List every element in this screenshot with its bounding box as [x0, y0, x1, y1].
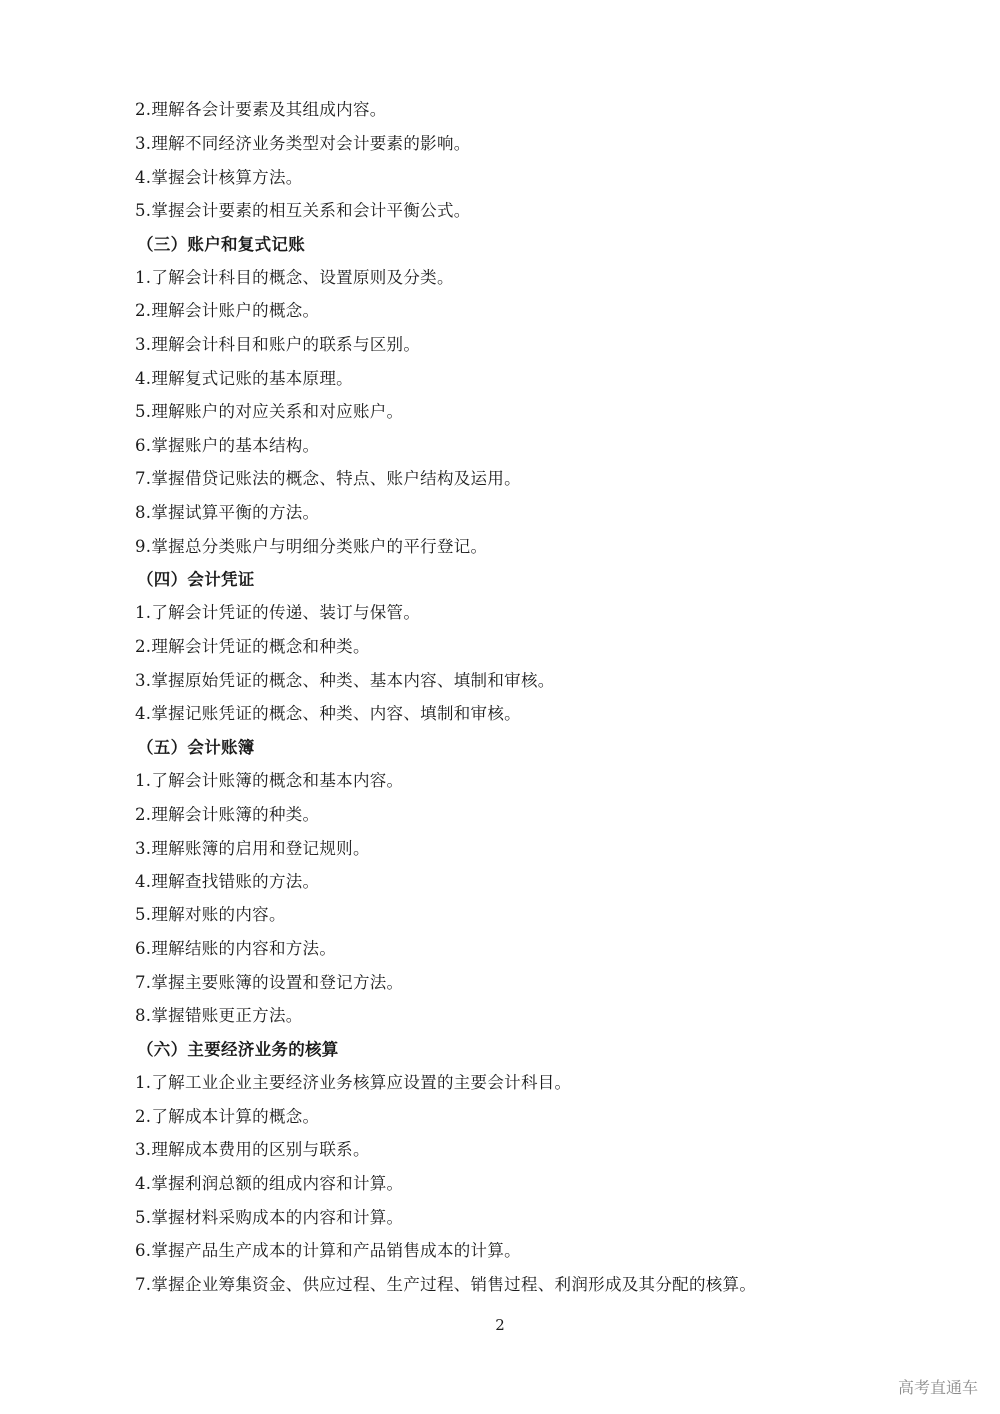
list-item: 3.掌握原始凭证的概念、种类、基本内容、填制和审核。	[135, 671, 555, 690]
list-item: 6.掌握账户的基本结构。	[135, 436, 320, 455]
list-item: 2.理解各会计要素及其组成内容。	[135, 100, 387, 119]
list-item: 9.掌握总分类账户与明细分类账户的平行登记。	[135, 537, 488, 556]
list-item: 1.了解会计科目的概念、设置原则及分类。	[135, 268, 454, 287]
list-item: 4.掌握会计核算方法。	[135, 168, 303, 187]
list-item: 1.了解会计凭证的传递、装订与保管。	[135, 603, 421, 622]
list-item: 7.掌握主要账簿的设置和登记方法。	[135, 973, 404, 992]
list-item: 5.理解对账的内容。	[135, 905, 286, 924]
list-item: 3.理解不同经济业务类型对会计要素的影响。	[135, 134, 471, 153]
list-item: 3.理解成本费用的区别与联系。	[135, 1140, 370, 1159]
section-heading-business: （六）主要经济业务的核算	[137, 1040, 339, 1059]
list-item: 4.理解查找错账的方法。	[135, 872, 320, 891]
list-item: 7.掌握借贷记账法的概念、特点、账户结构及运用。	[135, 469, 521, 488]
list-item: 4.掌握记账凭证的概念、种类、内容、填制和审核。	[135, 704, 521, 723]
list-item: 5.掌握会计要素的相互关系和会计平衡公式。	[135, 201, 471, 220]
list-item: 3.理解会计科目和账户的联系与区别。	[135, 335, 421, 354]
list-item: 8.掌握错账更正方法。	[135, 1006, 303, 1025]
list-item: 4.理解复式记账的基本原理。	[135, 369, 353, 388]
list-item: 2.理解会计账簿的种类。	[135, 805, 320, 824]
list-item: 1.了解会计账簿的概念和基本内容。	[135, 771, 404, 790]
list-item: 8.掌握试算平衡的方法。	[135, 503, 320, 522]
watermark: 高考直通车	[897, 1378, 978, 1397]
list-item: 7.掌握企业筹集资金、供应过程、生产过程、销售过程、利润形成及其分配的核算。	[135, 1275, 757, 1294]
list-item: 4.掌握利润总额的组成内容和计算。	[135, 1174, 404, 1193]
list-item: 2.了解成本计算的概念。	[135, 1107, 320, 1126]
section-heading-ledgers: （五）会计账簿	[137, 738, 255, 757]
list-item: 5.掌握材料采购成本的内容和计算。	[135, 1208, 404, 1227]
list-item: 6.理解结账的内容和方法。	[135, 939, 337, 958]
list-item: 3.理解账簿的启用和登记规则。	[135, 839, 370, 858]
section-heading-vouchers: （四）会计凭证	[137, 570, 255, 589]
page-number: 2	[495, 1316, 505, 1334]
list-item: 5.理解账户的对应关系和对应账户。	[135, 402, 404, 421]
section-heading-accounts: （三）账户和复式记账	[137, 235, 305, 254]
list-item: 2.理解会计凭证的概念和种类。	[135, 637, 370, 656]
list-item: 2.理解会计账户的概念。	[135, 301, 320, 320]
list-item: 1.了解工业企业主要经济业务核算应设置的主要会计科目。	[135, 1073, 572, 1092]
list-item: 6.掌握产品生产成本的计算和产品销售成本的计算。	[135, 1241, 521, 1260]
